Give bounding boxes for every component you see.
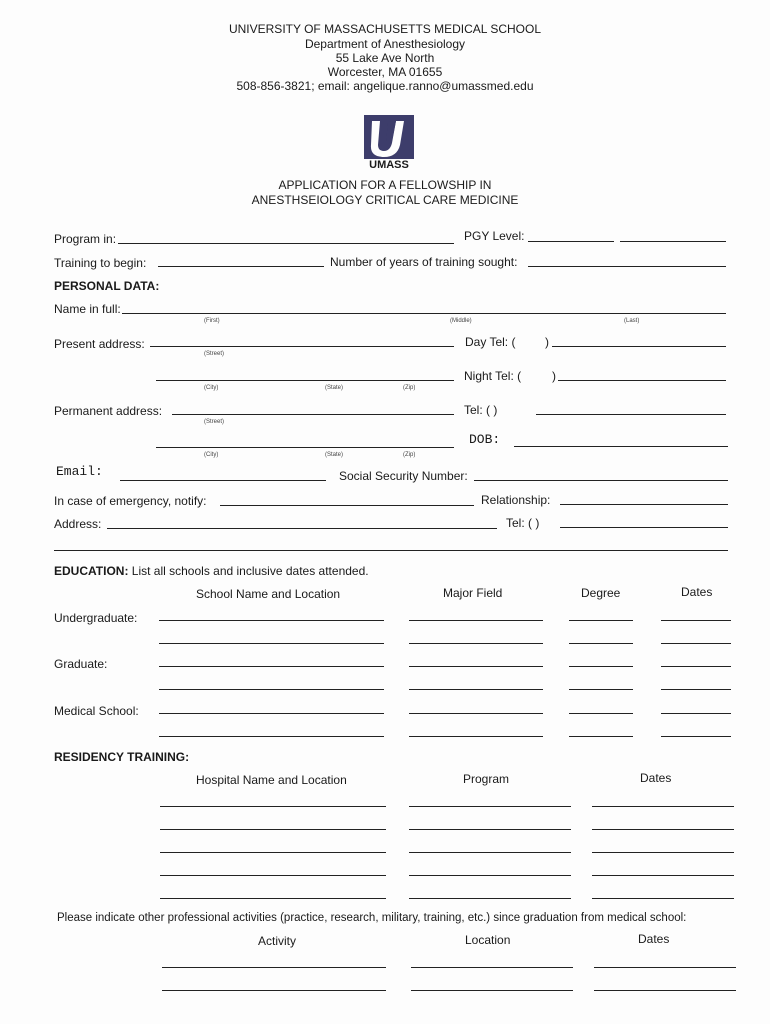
medical-school-label: Medical School:	[54, 704, 139, 718]
residency-field-r4-c3[interactable]	[592, 875, 734, 876]
umass-logo	[362, 115, 416, 173]
education-field-r1-c2[interactable]	[409, 620, 543, 621]
education-field-r4-c1[interactable]	[159, 689, 384, 690]
education-field-r1-c4[interactable]	[661, 620, 731, 621]
form-title-line2: ANESTHSEIOLOGY CRITICAL CARE MEDICINE	[251, 193, 519, 207]
residency-field-r2-c1[interactable]	[160, 829, 386, 830]
last-hint: (Last)	[624, 318, 640, 324]
activity-field-r1-c2[interactable]	[411, 967, 573, 968]
education-field-r1-c3[interactable]	[569, 620, 633, 621]
education-field-r4-c3[interactable]	[569, 689, 633, 690]
program-label: Program in:	[54, 232, 117, 246]
education-field-r5-c2[interactable]	[409, 713, 543, 714]
present-address-label: Present address:	[54, 337, 145, 351]
day-tel-close: )	[545, 335, 549, 349]
night-tel-field[interactable]	[558, 380, 726, 381]
name-field[interactable]	[122, 313, 726, 314]
training-begin-label: Training to begin:	[54, 256, 147, 270]
residency-field-r5-c2[interactable]	[409, 898, 571, 899]
education-field-r3-c2[interactable]	[409, 666, 543, 667]
name-label: Name in full:	[54, 302, 121, 316]
activities-prompt: Please indicate other professional activities (practice, research, military, training, etc.) since graduation from medical school:	[57, 912, 687, 924]
relationship-field[interactable]	[560, 504, 728, 505]
col-activity: Activity	[258, 934, 297, 948]
education-heading	[54, 564, 369, 578]
city-address: Worcester, MA 01655	[327, 65, 443, 79]
education-instruction: List all schools and inclusive dates attended.	[131, 564, 369, 578]
ssn-field[interactable]	[474, 480, 728, 481]
street-address: 55 Lake Ave North	[335, 51, 435, 65]
residency-field-r1-c2[interactable]	[409, 806, 571, 807]
emergency-address-field[interactable]	[107, 528, 497, 529]
years-field[interactable]	[528, 266, 726, 267]
permanent-address-label: Permanent address:	[54, 404, 163, 418]
night-tel-label: Night Tel: (	[464, 369, 522, 383]
residency-field-r1-c3[interactable]	[592, 806, 734, 807]
permanent-tel-field[interactable]	[536, 414, 726, 415]
col-hospital: Hospital Name and Location	[196, 773, 347, 787]
permanent-city-field[interactable]	[156, 447, 454, 448]
emergency-label: In case of emergency, notify:	[54, 494, 207, 508]
present-city-field[interactable]	[156, 380, 454, 381]
col-program: Program	[463, 772, 510, 786]
emergency-field[interactable]	[220, 505, 474, 506]
day-tel-label: Day Tel: (	[465, 335, 516, 349]
permanent-zip-hint: (Zip)	[403, 452, 416, 458]
col-dates: Dates	[681, 585, 713, 599]
education-field-r6-c1[interactable]	[159, 736, 384, 737]
residency-field-r5-c1[interactable]	[160, 898, 386, 899]
pgy-label: PGY Level:	[464, 229, 525, 243]
undergraduate-label: Undergraduate:	[54, 611, 138, 625]
residency-field-r3-c2[interactable]	[409, 852, 571, 853]
graduate-label: Graduate:	[54, 657, 108, 671]
present-street-hint: (Street)	[204, 351, 225, 357]
education-field-r1-c1[interactable]	[159, 620, 384, 621]
col-degree: Degree	[581, 586, 621, 600]
middle-hint: (Middle)	[450, 318, 472, 324]
night-tel-close: )	[552, 369, 556, 383]
activity-field-r2-c1[interactable]	[162, 990, 386, 991]
emergency-tel-field[interactable]	[560, 527, 728, 528]
education-field-r2-c4[interactable]	[661, 643, 731, 644]
education-field-r5-c1[interactable]	[159, 713, 384, 714]
col-activity-dates: Dates	[638, 932, 670, 946]
residency-field-r3-c3[interactable]	[592, 852, 734, 853]
activity-field-r2-c2[interactable]	[411, 990, 573, 991]
residency-field-r4-c2[interactable]	[409, 875, 571, 876]
emergency-tel-label: Tel: ( )	[506, 516, 540, 530]
contact-info: 508-856-3821; email: angelique.ranno@umassmed.edu	[236, 79, 534, 93]
program-field[interactable]	[118, 243, 454, 244]
residency-heading: RESIDENCY TRAINING:	[54, 750, 190, 764]
present-city-hint: (City)	[204, 385, 219, 391]
education-field-r4-c2[interactable]	[409, 689, 543, 690]
email-field[interactable]	[120, 480, 326, 481]
pgy-field-2[interactable]	[620, 241, 726, 242]
education-field-r6-c4[interactable]	[661, 736, 731, 737]
residency-field-r5-c3[interactable]	[592, 898, 734, 899]
school-name: UNIVERSITY OF MASSACHUSETTS MEDICAL SCHOOL	[228, 22, 542, 36]
form-title-line1: APPLICATION FOR A FELLOWSHIP IN	[278, 178, 492, 192]
education-field-r5-c4[interactable]	[661, 713, 731, 714]
education-field-r3-c4[interactable]	[661, 666, 731, 667]
logo-text: UMASS	[369, 159, 409, 171]
present-state-hint: (State)	[325, 385, 344, 391]
emergency-address-label: Address:	[54, 517, 102, 531]
department-name: Department of Anesthesiology	[304, 37, 466, 51]
relationship-label: Relationship:	[481, 493, 551, 507]
residency-field-r2-c3[interactable]	[592, 829, 734, 830]
permanent-street-hint: (Street)	[204, 419, 225, 425]
present-zip-hint: (Zip)	[403, 385, 416, 391]
training-begin-field[interactable]	[158, 266, 324, 267]
col-school: School Name and Location	[196, 587, 341, 601]
education-heading-label: EDUCATION:	[54, 564, 129, 578]
education-field-r4-c4[interactable]	[661, 689, 731, 690]
permanent-tel-label: Tel: ( )	[464, 403, 498, 417]
col-major: Major Field	[443, 586, 503, 600]
years-label: Number of years of training sought:	[330, 255, 518, 269]
education-field-r5-c3[interactable]	[569, 713, 633, 714]
activity-field-r2-c3[interactable]	[594, 990, 736, 991]
education-field-r6-c3[interactable]	[569, 736, 633, 737]
day-tel-field[interactable]	[552, 346, 726, 347]
residency-field-r2-c2[interactable]	[409, 829, 571, 830]
first-hint: (First)	[204, 318, 220, 324]
permanent-state-hint: (State)	[325, 452, 344, 458]
education-field-r2-c1[interactable]	[159, 643, 384, 644]
education-field-r3-c3[interactable]	[569, 666, 633, 667]
col-location: Location	[465, 933, 511, 947]
residency-field-r3-c1[interactable]	[160, 852, 386, 853]
section-divider	[54, 550, 728, 551]
ssn-label: Social Security Number:	[339, 469, 468, 483]
education-field-r3-c1[interactable]	[159, 666, 384, 667]
dob-field[interactable]	[514, 446, 728, 447]
residency-field-r1-c1[interactable]	[160, 806, 386, 807]
col-residency-dates: Dates	[640, 771, 672, 785]
education-field-r6-c2[interactable]	[409, 736, 543, 737]
education-field-r2-c2[interactable]	[409, 643, 543, 644]
permanent-city-hint: (City)	[204, 452, 219, 458]
activity-field-r1-c3[interactable]	[594, 967, 736, 968]
activity-field-r1-c1[interactable]	[162, 967, 386, 968]
permanent-street-field[interactable]	[172, 414, 454, 415]
pgy-field-1[interactable]	[528, 241, 614, 242]
education-field-r2-c3[interactable]	[569, 643, 633, 644]
dob-label: DOB:	[469, 432, 501, 447]
residency-field-r4-c1[interactable]	[160, 875, 386, 876]
present-street-field[interactable]	[150, 346, 454, 347]
email-label: Email:	[56, 464, 103, 479]
personal-data-heading: PERSONAL DATA:	[54, 279, 160, 293]
